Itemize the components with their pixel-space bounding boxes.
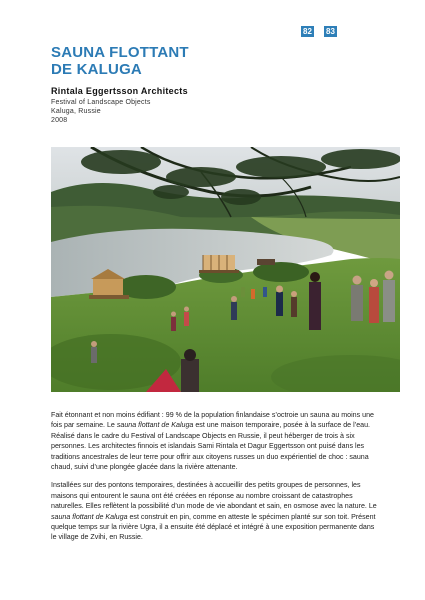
floating-sauna [93,279,123,297]
page-number-left: 82 [301,26,314,37]
landscape-photo [51,147,400,392]
photo-illustration [51,147,400,392]
title-line-2: DE KALUGA [51,61,142,78]
year: 2008 [51,117,68,124]
text-run: est construit en pin, comme en atteste le spécimen planté sur son toit. Présent quelque temps sur la rivière Ugra, il a ensuite été déplacé et intégré à une exposition permanente dans le village de Zvihi, en Russie. [51,512,376,542]
architect-name: Rintala Eggertsson Architects [51,86,188,96]
text-run: Fait étonnant et non moins édifiant : 99 % de la population finlandaise s’octroie un sauna au moins une fois par semaine. Le [51,411,374,430]
text-run: est une maison temporaire, posée à la surface de l’eau. Réalisé dans le cadre du Festival of Landscape Objects en Russie, il peut héberger de trois à six personnes. Les architectes finnois et islandais Sami Rintala et Dagur Eggertsson ont puisé dans les traditions ancestrales de leur terre pour offrir aux citoyens russes un duo expérientiel de choc : sauna chaud, suivi d’une plongée glacée dans la rivière attenante. [51,421,371,472]
italic-title-run: sauna flottant de Kaluga [116,421,194,430]
page-number-right: 83 [324,26,337,37]
italic-title-run: sauna flottant de Kaluga [51,512,128,521]
body-text [51,410,381,551]
paragraph-2 [51,480,381,542]
location: Kaluga, Russie [51,108,101,115]
page-numbers [301,26,337,37]
text-run: Installées sur des pontons temporaires, destinées à accueillir des petits groupes de personnes, les maisons qui entourent le sauna ont été créées en réponse au nombre croissant de catastrophes naturelles. Elles reflètent la possibilité d’un mode de vie abondant et sain, en osmose avec la nature. Le [51,481,377,511]
event-name: Festival of Landscape Objects [51,99,151,106]
title-line-1: SAUNA FLOTTANT [51,44,189,61]
project-meta [51,86,188,125]
page-title [51,44,189,78]
paragraph-1 [51,410,381,472]
